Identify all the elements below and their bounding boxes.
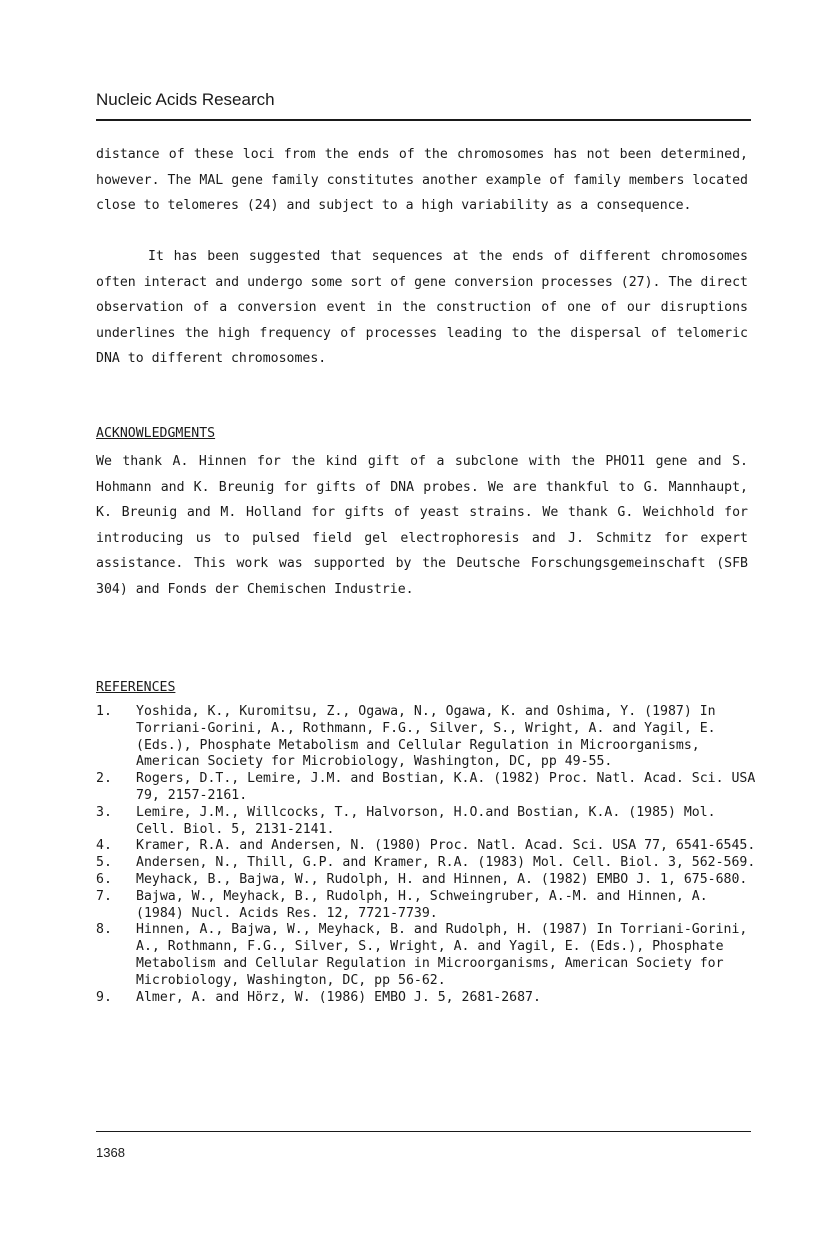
reference-item — [96, 990, 756, 1007]
reference-item — [96, 872, 756, 889]
reference-text: Yoshida, K., Kuromitsu, Z., Ogawa, N., Ogawa, K. and Oshima, Y. (1987) In Torriani-Gorini, A., Rothmann, F.G., Silver, S., Wright, A. and Yagil, E. (Eds.), Phosphate Metabolism and Cellular Regulation in Microorganisms, American Society for Microbiology, Washington, DC, pp 49-55. — [136, 704, 716, 770]
acknowledgments-text: We thank A. Hinnen for the kind gift of a subclone with the PHO11 gene and S. Hohmann and K. Breunig for gifts of DNA probes. We are thankful to G. Mannhaupt, K. Breunig and M. Holland for gifts of yeast strains. We thank G. Weichhold for introducing us to pulsed field gel electrophoresis and J. Schmitz for expert assistance. This work was supported by the Deutsche Forschungsgemeinschaft (SFB 304) and Fonds der Chemischen Industrie. — [96, 454, 748, 597]
reference-item — [96, 889, 756, 923]
references-heading: REFERENCES — [96, 680, 176, 695]
reference-number: 5. — [96, 855, 112, 871]
reference-text: Bajwa, W., Meyhack, B., Rudolph, H., Schweingruber, A.-M. and Hinnen, A. (1984) Nucl. Acids Res. 12, 7721-7739. — [136, 888, 708, 921]
reference-item — [96, 838, 756, 855]
reference-text: Almer, A. and Hörz, W. (1986) EMBO J. 5, 2681-2687. — [136, 989, 541, 1005]
reference-number: 7. — [96, 888, 112, 904]
reference-item — [96, 805, 756, 839]
reference-number: 2. — [96, 771, 112, 787]
page-number: 1368 — [96, 1145, 125, 1160]
acknowledgments-heading: ACKNOWLEDGMENTS — [96, 426, 216, 441]
reference-text: Rogers, D.T., Lemire, J.M. and Bostian, K.A. (1982) Proc. Natl. Acad. Sci. USA 79, 2157-2161. — [136, 771, 756, 803]
body-paragraph-2: It has been suggested that sequences at the ends of different chromosomes often interact and undergo some sort of gene conversion processes (27). The direct observation of a conversion event in the construction of one of our disruptions underlines the high frequency of processes leading to the dispersal of telomeric DNA to different chromosomes. — [96, 249, 748, 367]
reference-text: Andersen, N., Thill, G.P. and Kramer, R.A. (1983) Mol. Cell. Biol. 3, 562-569. — [136, 855, 756, 871]
reference-number: 4. — [96, 838, 112, 854]
reference-number: 8. — [96, 922, 112, 938]
reference-item — [96, 771, 756, 805]
reference-item — [96, 704, 756, 771]
reference-text: Meyhack, B., Bajwa, W., Rudolph, H. and Hinnen, A. (1982) EMBO J. 1, 675-680. — [136, 871, 748, 887]
journal-title: Nucleic Acids Research — [96, 90, 275, 109]
reference-text: Lemire, J.M., Willcocks, T., Halvorson, H.O.and Bostian, K.A. (1985) Mol. Cell. Biol. 5, 2131-2141. — [136, 804, 716, 837]
references-list — [96, 704, 756, 1006]
reference-number: 6. — [96, 871, 112, 887]
reference-text: Hinnen, A., Bajwa, W., Meyhack, B. and Rudolph, H. (1987) In Torriani-Gorini, A., Rothmann, F.G., Silver, S., Wright, A. and Yagil, E. (Eds.), Phosphate Metabolism and Cellular Regulation in Microorganisms, American Society for Microbiology, Washington, DC, pp 56-62. — [136, 922, 748, 988]
reference-number: 3. — [96, 804, 112, 820]
reference-item — [96, 855, 756, 872]
reference-item — [96, 922, 756, 989]
header-rule — [96, 119, 751, 121]
body-paragraph-1: distance of these loci from the ends of the chromosomes has not been determined, however. The MAL gene family constitutes another example of family members located close to telomeres (24) and subject to a high variability as a consequence. — [96, 147, 748, 214]
reference-text: Kramer, R.A. and Andersen, N. (1980) Proc. Natl. Acad. Sci. USA 77, 6541-6545. — [136, 838, 756, 854]
reference-number: 9. — [96, 989, 112, 1005]
footer-rule — [96, 1131, 751, 1132]
reference-number: 1. — [96, 704, 112, 719]
